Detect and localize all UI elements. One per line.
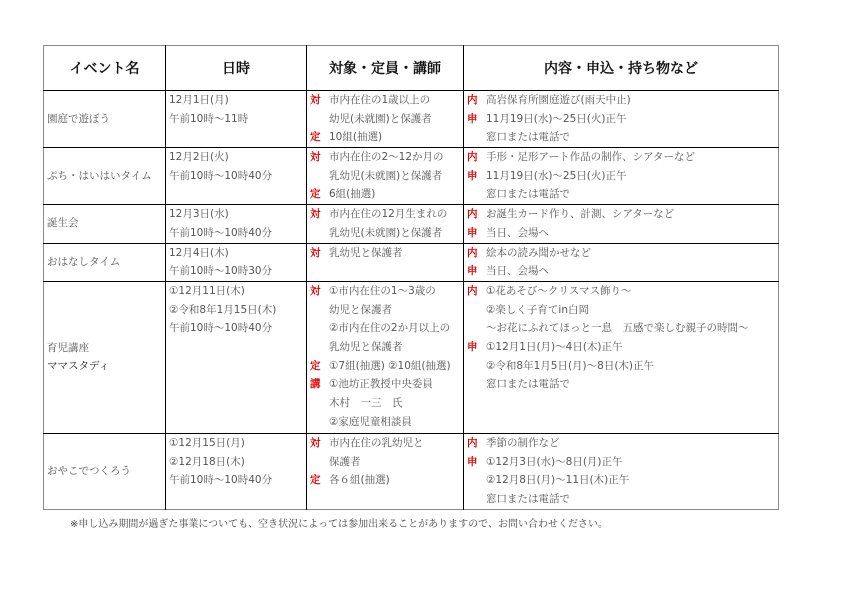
line: [464, 471, 778, 490]
line: [307, 319, 463, 338]
line-text: 当日、会場へ: [486, 265, 549, 278]
event-name: ぷち・はいはいタイム: [47, 169, 152, 182]
event-name-cell: [44, 205, 166, 243]
event-name: 誕生会: [47, 217, 79, 230]
line-text: ①市内在住の1～3歳の: [329, 284, 436, 297]
event-name: おはなしタイム: [47, 255, 121, 268]
line: [464, 357, 778, 376]
date-cell: [166, 91, 307, 148]
line: [307, 471, 463, 490]
line-text: 窓口または電話で: [486, 378, 570, 391]
line-text: 窓口または電話で: [486, 131, 570, 144]
date-cell: [166, 433, 307, 509]
line: [307, 244, 463, 263]
header-event-name: イベント名: [69, 61, 140, 77]
label-対: 対: [310, 94, 321, 106]
line-text: 12月4日(木): [169, 246, 229, 259]
line-text: ①12月1日(月)～4日(木)正午: [486, 340, 623, 353]
line: [166, 262, 306, 281]
line: [464, 185, 778, 204]
event-name-cell: [44, 281, 166, 433]
line-text: 絵本の読み聞かせなど: [486, 246, 591, 259]
line-text: 窓口または電話で: [486, 188, 570, 201]
line: [464, 128, 778, 147]
line: [307, 434, 463, 453]
line-text: 11月19日(水)～25日(火)正午: [486, 169, 627, 182]
line: [307, 91, 463, 110]
line-text: 12月1日(月): [169, 94, 229, 106]
label-対: 対: [310, 246, 321, 259]
label-内: 内: [467, 151, 478, 164]
line-text: ②令和8年1月15日(木): [169, 303, 277, 316]
line: [307, 110, 463, 129]
line-text: 窓口または電話で: [486, 492, 570, 505]
label-申: 申: [467, 169, 478, 182]
line-text: ②12月18日(木): [169, 455, 245, 468]
line-text: ①12月11日(木): [169, 284, 245, 297]
line: [307, 338, 463, 357]
line: [166, 167, 306, 186]
line-text: ①12月3日(水)～8日(月)正午: [486, 455, 623, 468]
line-text: 乳幼児(未就園)と保護者: [329, 169, 443, 182]
line: [464, 282, 778, 301]
date-cell: [166, 205, 307, 243]
label-申: 申: [467, 112, 478, 125]
table-row: [44, 205, 779, 243]
header-target: 対象・定員・講師: [307, 46, 464, 91]
target-cell: [307, 281, 464, 433]
label-定: 定: [310, 188, 321, 201]
line: [464, 490, 778, 509]
label-定: 定: [310, 359, 321, 372]
line-text: ①7組(抽選) ②10組(抽選): [329, 359, 451, 372]
line-text: 木村 一三 氏: [329, 397, 403, 409]
event-name-cell: [44, 433, 166, 509]
line-text: ①12月15日(月): [169, 436, 245, 449]
header-datetime: 日時: [166, 46, 307, 91]
line: [464, 167, 778, 186]
event-name-cell: [44, 148, 166, 205]
label-内: 内: [467, 246, 478, 259]
header-row: [44, 46, 779, 91]
footnote: ※申し込み期間が過ぎた事業についても、空き状況によっては参加出来ることがありますので、お問い合わせください。: [70, 519, 608, 530]
table-row: [44, 243, 779, 281]
line: [166, 301, 306, 320]
label-申: 申: [467, 340, 478, 353]
line: [464, 301, 778, 320]
line: [307, 128, 463, 147]
line: [166, 453, 306, 472]
line-text: 市内在住の1歳以上の: [329, 94, 431, 106]
line: [166, 282, 306, 301]
label-申: 申: [467, 455, 478, 468]
line-text: 乳幼児(未就園)と保護者: [329, 226, 443, 239]
line-text: 市内在住の12月生まれの: [329, 208, 448, 221]
line-text: 保護者: [329, 455, 361, 468]
label-対: 対: [310, 151, 321, 164]
line-text: 午前10時～10時40分: [169, 169, 273, 182]
line: [464, 148, 778, 167]
line: [464, 110, 778, 129]
line-text: 午前10時～11時: [169, 112, 249, 125]
line: [166, 148, 306, 167]
event-name: ママスタディ: [47, 360, 110, 373]
line: [464, 319, 778, 338]
line: [464, 224, 778, 243]
table-row: [44, 91, 779, 148]
line: [307, 148, 463, 167]
line: [166, 110, 306, 129]
line: [307, 185, 463, 204]
content-cell: [464, 148, 779, 205]
line: [307, 453, 463, 472]
line-text: 市内在住の2～12か月の: [329, 151, 444, 164]
table-row: [44, 148, 779, 205]
header-content: 内容・申込・持ち物など: [464, 46, 779, 91]
event-name: 園庭で遊ぼう: [47, 112, 110, 125]
line: [464, 91, 778, 110]
date-cell: [166, 281, 307, 433]
line: [166, 471, 306, 490]
line: [307, 301, 463, 320]
line-text: ②楽しく子育てin白岡: [486, 303, 589, 316]
line: [166, 91, 306, 110]
line-text: 乳幼児と保護者: [329, 246, 403, 259]
line: [307, 357, 463, 376]
line-text: ②令和8年1月5日(月)～8日(木)正午: [486, 359, 655, 372]
line: [307, 394, 463, 413]
line-text: 午前10時～10時30分: [169, 265, 273, 278]
line: [307, 224, 463, 243]
line: [307, 413, 463, 432]
target-cell: [307, 243, 464, 281]
label-内: 内: [467, 94, 478, 106]
label-対: 対: [310, 208, 321, 221]
content-cell: [464, 205, 779, 243]
line-text: 幼児と保護者: [329, 303, 392, 316]
line-text: 午前10時～10時40分: [169, 322, 273, 335]
line-text: 当日、会場へ: [486, 226, 549, 239]
line: [307, 167, 463, 186]
content-cell: [464, 281, 779, 433]
target-cell: [307, 91, 464, 148]
line-text: ①花あそび～クリスマス飾り～: [486, 284, 632, 297]
line: [464, 453, 778, 472]
label-定: 定: [310, 131, 321, 144]
line: [307, 282, 463, 301]
table-row: [44, 281, 779, 433]
line: [166, 319, 306, 338]
line-text: 10組(抽選): [329, 131, 383, 144]
line: [464, 338, 778, 357]
line: [166, 224, 306, 243]
label-対: 対: [310, 284, 321, 297]
line-text: ②12月8日(月)～11日(木)正午: [486, 474, 630, 487]
line: [464, 434, 778, 453]
date-cell: [166, 148, 307, 205]
label-対: 対: [310, 436, 321, 449]
line-text: 6組(抽選): [329, 188, 376, 201]
line-text: 市内在住の乳幼児と: [329, 436, 424, 449]
line: [464, 375, 778, 394]
line: [307, 205, 463, 224]
line-text: 季節の制作など: [486, 436, 560, 449]
label-申: 申: [467, 265, 478, 278]
label-申: 申: [467, 226, 478, 239]
line-text: ①池坊正教授中央委員: [329, 378, 433, 391]
line-text: 手形・足形アート作品の制作、シアターなど: [486, 151, 695, 164]
event-name: 育児講座: [47, 341, 89, 354]
event-name-cell: [44, 91, 166, 148]
line-text: お誕生カード作り、計測、シアターなど: [486, 208, 675, 221]
line-text: ～お花にふれてほっと一息 五感で楽しむ親子の時間～: [486, 322, 749, 335]
content-cell: [464, 243, 779, 281]
line-text: ②市内在住の2か月以上の: [329, 322, 451, 335]
line-text: 高岩保育所園庭遊び(雨天中止): [486, 94, 631, 106]
target-cell: [307, 205, 464, 243]
line: [464, 262, 778, 281]
line-text: 11月19日(水)～25日(火)正午: [486, 112, 627, 125]
line: [464, 244, 778, 263]
target-cell: [307, 433, 464, 509]
line-text: 乳幼児と保護者: [329, 340, 403, 353]
line: [166, 205, 306, 224]
line-text: 午前10時～10時40分: [169, 226, 273, 239]
target-cell: [307, 148, 464, 205]
label-定: 定: [310, 474, 321, 487]
date-cell: [166, 243, 307, 281]
label-講: 講: [310, 378, 321, 391]
line-text: 幼児(未就園)と保護者: [329, 112, 432, 125]
line: [464, 205, 778, 224]
table-row: [44, 433, 779, 509]
line-text: 12月2日(火): [169, 151, 229, 164]
line-text: ②家庭児童相談員: [329, 415, 412, 428]
line-text: 12月3日(水): [169, 208, 229, 221]
line: [166, 244, 306, 263]
content-cell: [464, 433, 779, 509]
event-name-cell: [44, 243, 166, 281]
content-cell: [464, 91, 779, 148]
line-text: 各６組(抽選): [329, 474, 390, 487]
line: [166, 434, 306, 453]
event-table: [43, 45, 779, 510]
label-内: 内: [467, 284, 478, 297]
event-name: おやこでつくろう: [47, 464, 131, 477]
label-内: 内: [467, 208, 478, 221]
line-text: 午前10時～10時40分: [169, 474, 273, 487]
line: [307, 375, 463, 394]
label-内: 内: [467, 436, 478, 449]
